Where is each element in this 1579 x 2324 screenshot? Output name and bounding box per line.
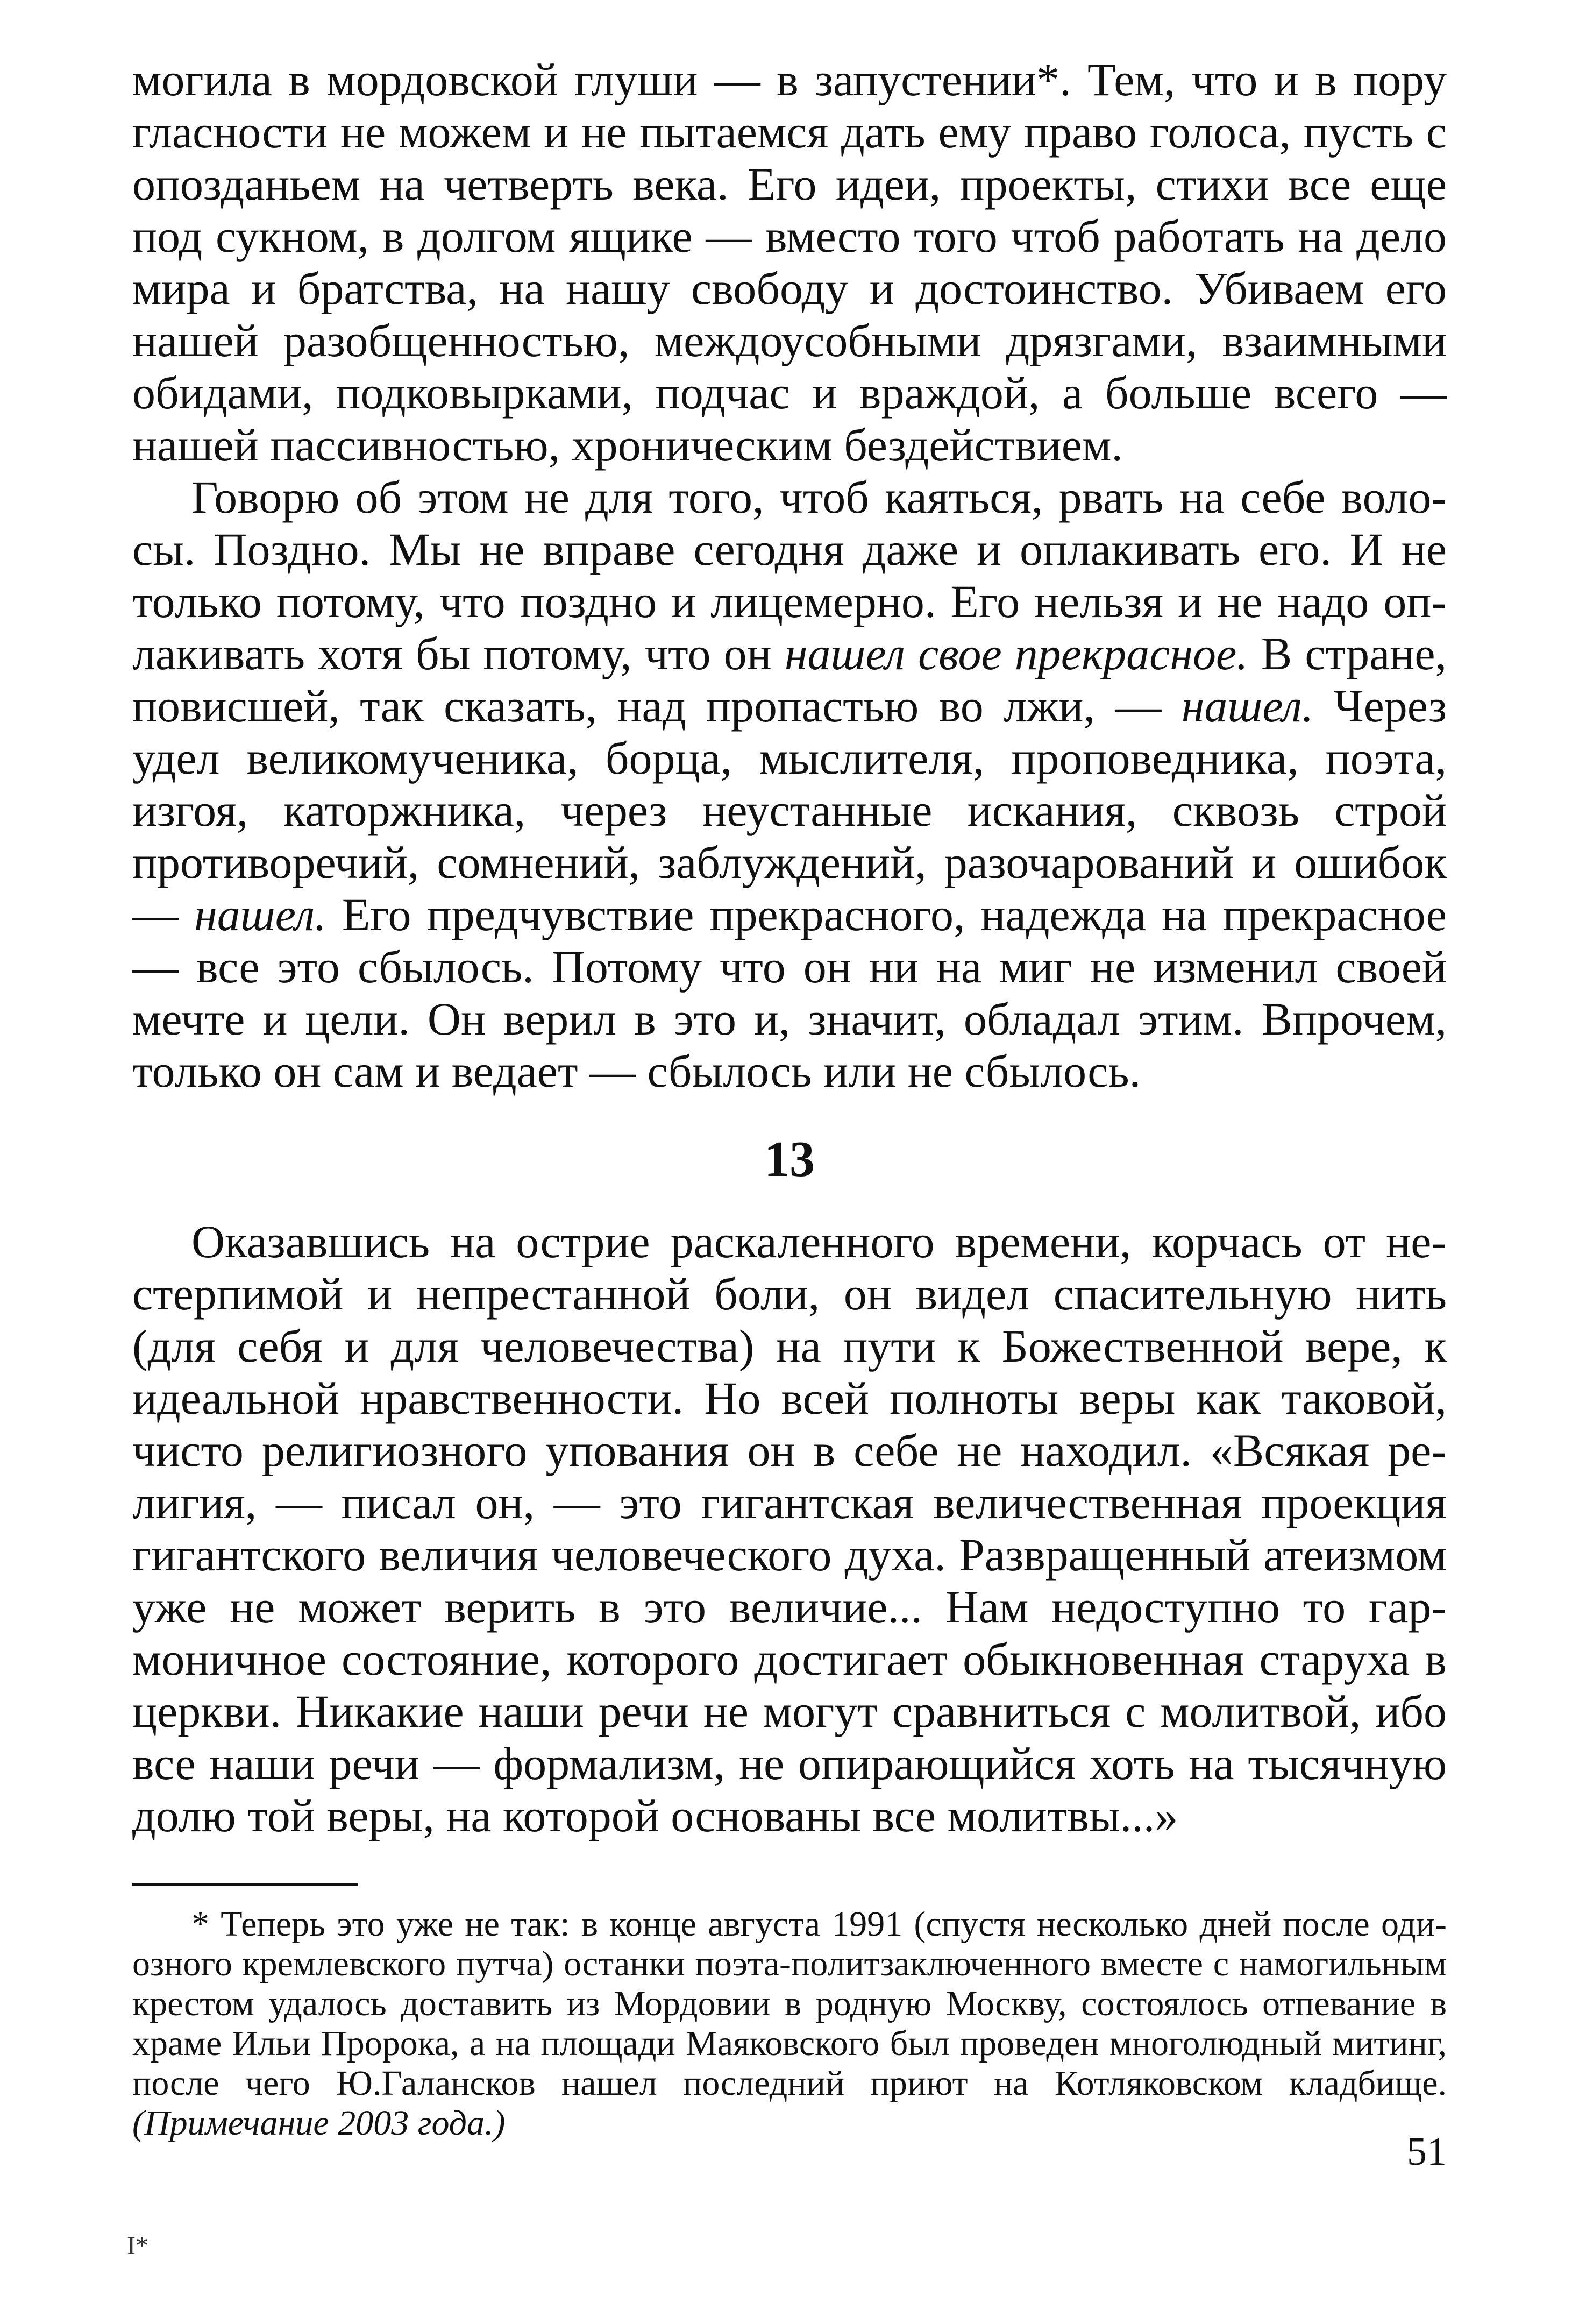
paragraph-text: Оказавшись на острие раскаленного времени, корчась от нестерпимой и непрестанной боли, он видел спасительную нить (для себя и для человечества) на пути к Божественной вере, к идеальной нравственности. Но всей полноты веры как таковой, чисто религиозного упования он в себе не находил. «Всякая религия, — писал он, — это гигантская величественная проекция гигантского величия человеческого духа. Развращенный атеизмом уже не может верить в это величие... Нам недоступно то гармоничное состояние, которого достигает обыкновенная старуха в церкви. Никакие наши речи не могут сравниться с молитвой, ибо все наши речи — формализм, не опирающийся хоть на тысячную долю той веры, на которой основаны все молитвы...»: [132, 1216, 1447, 1841]
italic-phrase: нашел.: [194, 889, 326, 940]
page-number: 51: [1407, 2130, 1447, 2174]
paragraph-text: В стране, повисшей, так сказать, над пропастью во лжи, —: [132, 628, 1447, 732]
italic-phrase: нашел.: [1181, 680, 1314, 732]
paragraph-text: Говорю об этом не для того, чтоб каяться, рвать на себе волосы. Поздно. Мы не вправе сегодня даже и оплакивать его. И не только потому, что поздно и лицемерно. Его нельзя и не надо оплакивать хотя бы потому, что он: [132, 471, 1447, 679]
footnote-text: * Теперь это уже не так: в конце августа 1991 (спустя несколько дней после одиозного кремлевского путча) останки поэта-политзаключенного вместе с намогильным крестом удалось доставить из Мордовии в родную Москву, состоялось отпевание в храме Ильи Пророка, а на площади Маяковского был проведен многолюдный митинг, после чего Ю.Галансков нашел последний приют на Котляковском кладбище.: [132, 1904, 1447, 2103]
footnote: [132, 1904, 1447, 2143]
printer-signature-mark: I*: [127, 2231, 148, 2260]
main-text-section: [132, 1216, 1447, 1842]
main-text-top: [132, 54, 1447, 1097]
paragraph-faith: [132, 1216, 1447, 1842]
paragraph-text: Его предчувствие прекрасного, надежда на прекрасное — все это сбылось. Потому что он ни на миг не изменил своей мечте и цели. Он верил в это и, значит, обладал этим. Впрочем, только он сам и ведает — сбылось или не сбылось.: [132, 889, 1447, 1097]
paragraph-text: могила в мордовской глуши — в запустении*. Тем, что и в пору гласности не можем и не пытаемся дать ему право голоса, пусть с опозданьем на четверть века. Его идеи, проекты, стихи все еще под сукном, в долгом ящике — вместо того чтоб работать на дело мира и братства, на нашу свободу и достоинство. Убиваем его нашей разобщенностью, междоусобными дрязгами, взаимными обидами, подковырками, подчас и враждой, а больше всего — нашей пассивностью, хроническим бездействием.: [132, 54, 1447, 471]
paragraph-found-beauty: [132, 471, 1447, 1097]
paragraph-continuation: [132, 54, 1447, 471]
footnote-note: (Примечание 2003 года.): [132, 2103, 506, 2143]
footnote-divider: [132, 1883, 358, 1886]
section-number-heading: 13: [764, 1131, 815, 1187]
italic-phrase: нашел свое прекрасное.: [784, 628, 1248, 679]
paragraph-text: Через удел великомученика, борца, мыслителя, проповедника, поэта, изгоя, каторжника, через неустанные искания, сквозь строй противоречий, сомнений, заблуждений, разочарований и ошибок —: [132, 680, 1447, 940]
